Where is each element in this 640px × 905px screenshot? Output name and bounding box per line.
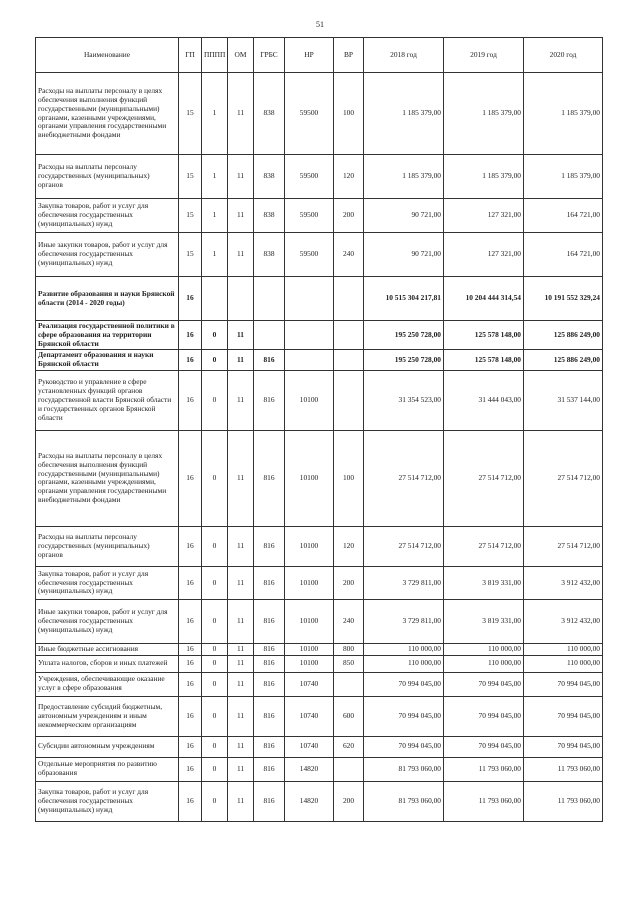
cell-y2020: 1 185 379,00 <box>524 155 603 199</box>
cell-y2019: 125 578 148,00 <box>444 321 524 350</box>
cell-gp: 15 <box>179 233 202 277</box>
table-row <box>36 73 603 155</box>
cell-y2019: 11 793 060,00 <box>444 757 524 781</box>
cell-om: 11 <box>228 781 254 821</box>
cell-ppgp <box>202 277 228 321</box>
cell-name: Расходы на выплаты персоналу государственных (муниципальных) органов <box>36 526 179 566</box>
cell-y2019: 127 321,00 <box>444 233 524 277</box>
cell-name: Закупка товаров, работ и услуг для обеспечения государственных (муниципальных) нужд <box>36 566 179 599</box>
header-om: ОМ <box>228 38 254 73</box>
cell-vr: 100 <box>334 73 364 155</box>
table-row <box>36 155 603 199</box>
table-row <box>36 350 603 371</box>
cell-om: 11 <box>228 696 254 736</box>
table-row <box>36 599 603 643</box>
cell-np <box>285 350 334 371</box>
cell-np: 10100 <box>285 566 334 599</box>
cell-grbs: 838 <box>254 73 285 155</box>
cell-grbs: 838 <box>254 199 285 233</box>
cell-om: 11 <box>228 233 254 277</box>
cell-vr: 240 <box>334 599 364 643</box>
cell-y2018: 70 994 045,00 <box>364 672 444 696</box>
cell-gp: 15 <box>179 73 202 155</box>
table-row <box>36 526 603 566</box>
cell-y2020: 70 994 045,00 <box>524 672 603 696</box>
cell-y2020: 164 721,00 <box>524 233 603 277</box>
cell-y2019: 27 514 712,00 <box>444 430 524 526</box>
cell-y2019: 70 994 045,00 <box>444 696 524 736</box>
table-row <box>36 757 603 781</box>
cell-y2020: 125 886 249,00 <box>524 321 603 350</box>
cell-grbs: 816 <box>254 350 285 371</box>
cell-y2019: 31 444 043,00 <box>444 370 524 430</box>
cell-y2018: 70 994 045,00 <box>364 736 444 757</box>
cell-np: 10100 <box>285 526 334 566</box>
cell-np: 10100 <box>285 599 334 643</box>
cell-y2019: 10 204 444 314,54 <box>444 277 524 321</box>
table-row <box>36 655 603 672</box>
cell-ppgp: 1 <box>202 199 228 233</box>
cell-np: 10740 <box>285 736 334 757</box>
cell-ppgp: 0 <box>202 643 228 655</box>
cell-y2020: 70 994 045,00 <box>524 736 603 757</box>
cell-ppgp: 0 <box>202 321 228 350</box>
cell-vr: 620 <box>334 736 364 757</box>
cell-ppgp: 0 <box>202 655 228 672</box>
cell-gp: 16 <box>179 566 202 599</box>
cell-np: 59500 <box>285 73 334 155</box>
cell-grbs: 816 <box>254 655 285 672</box>
cell-y2019: 3 819 331,00 <box>444 566 524 599</box>
table-row <box>36 781 603 821</box>
cell-ppgp: 0 <box>202 736 228 757</box>
cell-gp: 16 <box>179 350 202 371</box>
cell-y2018: 110 000,00 <box>364 643 444 655</box>
cell-vr: 850 <box>334 655 364 672</box>
cell-np: 10100 <box>285 430 334 526</box>
cell-grbs: 816 <box>254 566 285 599</box>
cell-name: Реализация государственной политики в сфере образования на территории Брянской области <box>36 321 179 350</box>
cell-om: 11 <box>228 430 254 526</box>
cell-vr: 600 <box>334 696 364 736</box>
cell-grbs: 838 <box>254 155 285 199</box>
cell-y2018: 81 793 060,00 <box>364 757 444 781</box>
table-row <box>36 566 603 599</box>
table-row <box>36 430 603 526</box>
cell-om: 11 <box>228 526 254 566</box>
cell-name: Расходы на выплаты персоналу в целях обеспечения выполнения функций государственными (муниципальными) органами, казенными учреждениями, органами управления государственными внебюджетными фондами <box>36 430 179 526</box>
cell-grbs: 816 <box>254 757 285 781</box>
table-row <box>36 233 603 277</box>
header-vr: ВР <box>334 38 364 73</box>
cell-vr: 240 <box>334 233 364 277</box>
cell-y2018: 3 729 811,00 <box>364 566 444 599</box>
cell-gp: 16 <box>179 736 202 757</box>
cell-ppgp: 0 <box>202 757 228 781</box>
cell-np: 10100 <box>285 370 334 430</box>
cell-om <box>228 277 254 321</box>
cell-gp: 16 <box>179 781 202 821</box>
cell-y2018: 1 185 379,00 <box>364 155 444 199</box>
cell-y2019: 1 185 379,00 <box>444 73 524 155</box>
cell-name: Развитие образования и науки Брянской области (2014 - 2020 годы) <box>36 277 179 321</box>
cell-y2018: 70 994 045,00 <box>364 696 444 736</box>
cell-y2020: 3 912 432,00 <box>524 566 603 599</box>
cell-np: 14820 <box>285 781 334 821</box>
cell-gp: 16 <box>179 526 202 566</box>
cell-y2020: 110 000,00 <box>524 655 603 672</box>
cell-om: 11 <box>228 643 254 655</box>
cell-om: 11 <box>228 321 254 350</box>
cell-y2018: 27 514 712,00 <box>364 430 444 526</box>
cell-np: 59500 <box>285 233 334 277</box>
cell-ppgp: 1 <box>202 233 228 277</box>
cell-name: Отдельные мероприятия по развитию образования <box>36 757 179 781</box>
cell-grbs: 816 <box>254 643 285 655</box>
cell-gp: 16 <box>179 696 202 736</box>
cell-name: Уплата налогов, сборов и иных платежей <box>36 655 179 672</box>
cell-om: 11 <box>228 736 254 757</box>
cell-np: 10740 <box>285 696 334 736</box>
cell-y2018: 195 250 728,00 <box>364 350 444 371</box>
cell-ppgp: 0 <box>202 430 228 526</box>
header-grbs: ГРБС <box>254 38 285 73</box>
cell-name: Закупка товаров, работ и услуг для обеспечения государственных (муниципальных) нужд <box>36 781 179 821</box>
cell-vr <box>334 350 364 371</box>
cell-y2019: 11 793 060,00 <box>444 781 524 821</box>
cell-y2018: 1 185 379,00 <box>364 73 444 155</box>
cell-om: 11 <box>228 599 254 643</box>
cell-np: 14820 <box>285 757 334 781</box>
cell-gp: 16 <box>179 277 202 321</box>
cell-name: Иные бюджетные ассигнования <box>36 643 179 655</box>
header-np: НР <box>285 38 334 73</box>
cell-y2020: 11 793 060,00 <box>524 757 603 781</box>
cell-om: 11 <box>228 350 254 371</box>
cell-y2019: 110 000,00 <box>444 643 524 655</box>
cell-y2020: 164 721,00 <box>524 199 603 233</box>
header-2019: 2019 год <box>444 38 524 73</box>
cell-om: 11 <box>228 672 254 696</box>
cell-name: Субсидии автономным учреждениям <box>36 736 179 757</box>
cell-ppgp: 0 <box>202 526 228 566</box>
cell-grbs: 816 <box>254 736 285 757</box>
cell-vr <box>334 277 364 321</box>
cell-om: 11 <box>228 566 254 599</box>
cell-y2018: 27 514 712,00 <box>364 526 444 566</box>
cell-om: 11 <box>228 370 254 430</box>
cell-vr: 200 <box>334 566 364 599</box>
table-row <box>36 321 603 350</box>
cell-grbs <box>254 321 285 350</box>
cell-gp: 16 <box>179 757 202 781</box>
cell-grbs: 816 <box>254 430 285 526</box>
cell-y2020: 31 537 144,00 <box>524 370 603 430</box>
cell-name: Учреждения, обеспечивающие оказание услуг в сфере образования <box>36 672 179 696</box>
cell-grbs: 838 <box>254 233 285 277</box>
cell-y2020: 11 793 060,00 <box>524 781 603 821</box>
cell-ppgp: 0 <box>202 599 228 643</box>
cell-name: Расходы на выплаты персоналу в целях обеспечения выполнения функций государственными (муниципальными) органами, казенными учреждениями, органами управления государственными внебюджетными фондами <box>36 73 179 155</box>
cell-ppgp: 0 <box>202 566 228 599</box>
cell-vr: 800 <box>334 643 364 655</box>
table-row <box>36 370 603 430</box>
cell-vr <box>334 757 364 781</box>
cell-y2020: 1 185 379,00 <box>524 73 603 155</box>
cell-grbs: 816 <box>254 599 285 643</box>
header-gp: ГП <box>179 38 202 73</box>
cell-np: 59500 <box>285 155 334 199</box>
cell-y2019: 1 185 379,00 <box>444 155 524 199</box>
cell-y2020: 125 886 249,00 <box>524 350 603 371</box>
cell-ppgp: 0 <box>202 781 228 821</box>
cell-gp: 16 <box>179 599 202 643</box>
table-row <box>36 672 603 696</box>
cell-om: 11 <box>228 655 254 672</box>
cell-ppgp: 0 <box>202 696 228 736</box>
cell-np: 59500 <box>285 199 334 233</box>
cell-gp: 16 <box>179 655 202 672</box>
cell-np: 10100 <box>285 655 334 672</box>
cell-y2020: 3 912 432,00 <box>524 599 603 643</box>
cell-vr: 120 <box>334 155 364 199</box>
cell-om: 11 <box>228 73 254 155</box>
cell-y2018: 31 354 523,00 <box>364 370 444 430</box>
cell-gp: 16 <box>179 672 202 696</box>
page-number: 51 <box>316 20 324 29</box>
cell-ppgp: 0 <box>202 350 228 371</box>
cell-gp: 16 <box>179 321 202 350</box>
cell-y2019: 125 578 148,00 <box>444 350 524 371</box>
cell-vr <box>334 321 364 350</box>
cell-y2020: 70 994 045,00 <box>524 696 603 736</box>
cell-vr: 200 <box>334 781 364 821</box>
cell-np: 10740 <box>285 672 334 696</box>
cell-om: 11 <box>228 757 254 781</box>
cell-y2020: 27 514 712,00 <box>524 430 603 526</box>
cell-name: Закупка товаров, работ и услуг для обеспечения государственных (муниципальных) нужд <box>36 199 179 233</box>
cell-ppgp: 1 <box>202 73 228 155</box>
cell-ppgp: 0 <box>202 370 228 430</box>
header-2018: 2018 год <box>364 38 444 73</box>
cell-gp: 16 <box>179 430 202 526</box>
cell-gp: 15 <box>179 155 202 199</box>
table-row <box>36 696 603 736</box>
cell-gp: 16 <box>179 370 202 430</box>
cell-vr <box>334 370 364 430</box>
cell-grbs: 816 <box>254 370 285 430</box>
cell-y2018: 3 729 811,00 <box>364 599 444 643</box>
cell-om: 11 <box>228 199 254 233</box>
cell-name: Предоставление субсидий бюджетным, автономным учреждениям и иным некоммерческим организациям <box>36 696 179 736</box>
table-row <box>36 643 603 655</box>
cell-vr <box>334 672 364 696</box>
cell-np <box>285 277 334 321</box>
cell-y2018: 81 793 060,00 <box>364 781 444 821</box>
table-row <box>36 277 603 321</box>
cell-gp: 16 <box>179 643 202 655</box>
cell-vr: 200 <box>334 199 364 233</box>
cell-y2019: 110 000,00 <box>444 655 524 672</box>
cell-name: Расходы на выплаты персоналу государственных (муниципальных) органов <box>36 155 179 199</box>
cell-grbs: 816 <box>254 696 285 736</box>
table-row <box>36 736 603 757</box>
cell-y2018: 90 721,00 <box>364 199 444 233</box>
table-row <box>36 199 603 233</box>
cell-name: Руководство и управление в сфере установленных функций органов государственной власти Брянской области и государственных органов Брянской области <box>36 370 179 430</box>
cell-y2020: 110 000,00 <box>524 643 603 655</box>
cell-grbs: 816 <box>254 526 285 566</box>
cell-y2020: 27 514 712,00 <box>524 526 603 566</box>
cell-vr: 120 <box>334 526 364 566</box>
cell-gp: 15 <box>179 199 202 233</box>
header-row <box>36 38 603 73</box>
cell-y2019: 70 994 045,00 <box>444 736 524 757</box>
cell-grbs <box>254 277 285 321</box>
cell-y2018: 10 515 304 217,81 <box>364 277 444 321</box>
cell-ppgp: 0 <box>202 672 228 696</box>
cell-y2019: 127 321,00 <box>444 199 524 233</box>
cell-vr: 100 <box>334 430 364 526</box>
cell-ppgp: 1 <box>202 155 228 199</box>
cell-y2018: 90 721,00 <box>364 233 444 277</box>
header-ppgp: ПППП <box>202 38 228 73</box>
cell-name: Департамент образования и науки Брянской области <box>36 350 179 371</box>
cell-y2018: 195 250 728,00 <box>364 321 444 350</box>
cell-y2019: 3 819 331,00 <box>444 599 524 643</box>
header-2020: 2020 год <box>524 38 603 73</box>
cell-grbs: 816 <box>254 781 285 821</box>
budget-table <box>35 37 603 822</box>
cell-grbs: 816 <box>254 672 285 696</box>
cell-name: Иные закупки товаров, работ и услуг для обеспечения государственных (муниципальных) нужд <box>36 233 179 277</box>
cell-np <box>285 321 334 350</box>
cell-np: 10100 <box>285 643 334 655</box>
cell-y2020: 10 191 552 329,24 <box>524 277 603 321</box>
header-name: Наименование <box>36 38 179 73</box>
cell-om: 11 <box>228 155 254 199</box>
cell-y2019: 27 514 712,00 <box>444 526 524 566</box>
cell-y2019: 70 994 045,00 <box>444 672 524 696</box>
cell-y2018: 110 000,00 <box>364 655 444 672</box>
cell-name: Иные закупки товаров, работ и услуг для обеспечения государственных (муниципальных) нужд <box>36 599 179 643</box>
